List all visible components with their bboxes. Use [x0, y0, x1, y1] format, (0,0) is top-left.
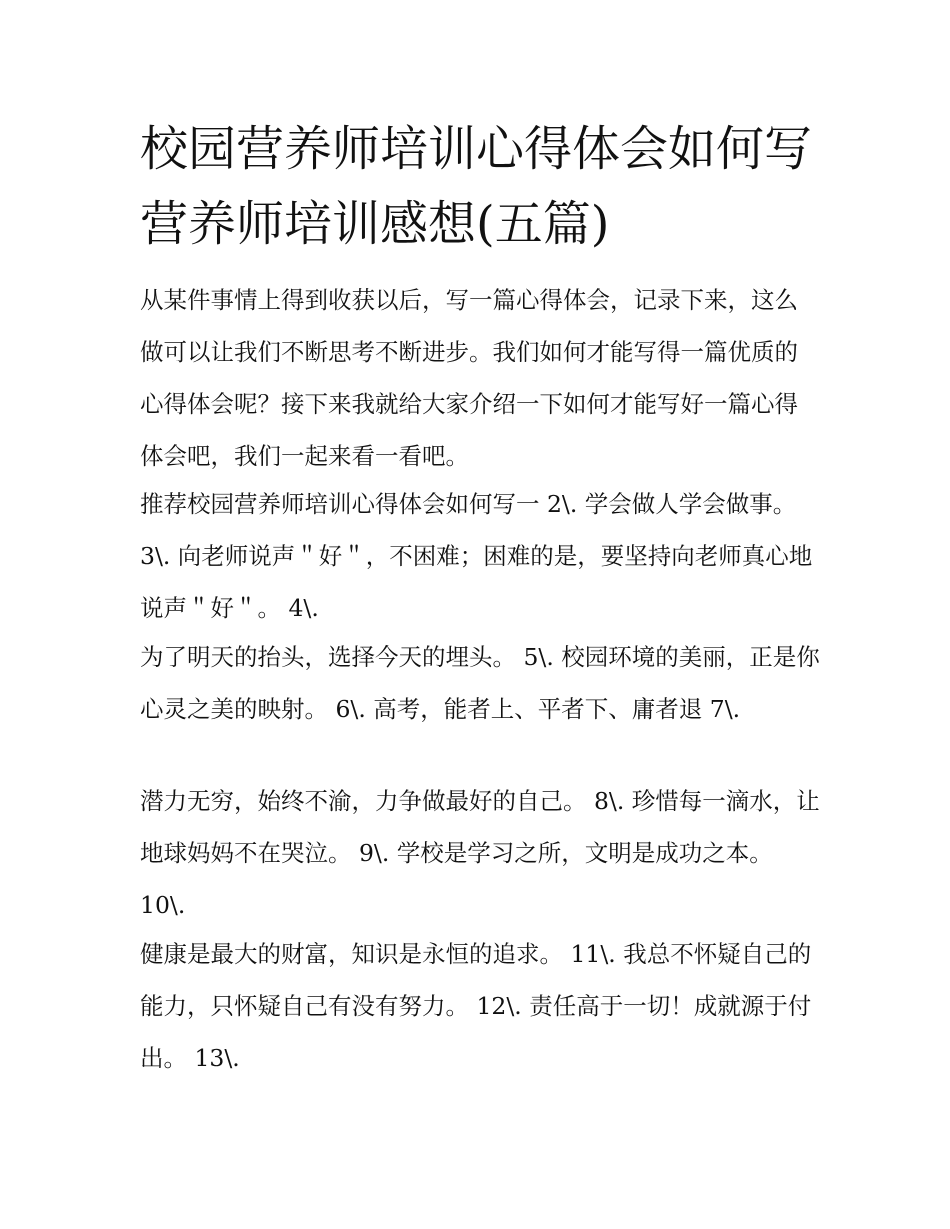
- paragraph-quotes-2: 为了明天的抬头，选择今天的埋头。 5\. 校园环境的美丽，正是你心灵之美的映射。 6\. 高考，能者上、平者下、庸者退 7\.: [140, 643, 820, 723]
- paragraph-intro: 从某件事情上得到收获以后，写一篇心得体会，记录下来，这么做可以让我们不断思考不断进步。我们如何才能写得一篇优质的心得体会呢？接下来我就给大家介绍一下如何才能写好一篇心得体会吧，我们一起来看一看吧。: [140, 286, 798, 470]
- paragraph-quotes-3: 潜力无穷，始终不渝，力争做最好的自己。 8\. 珍惜每一滴水，让地球妈妈不在哭泣。 9\. 学校是学习之所，文明是成功之本。 10\.: [140, 787, 820, 919]
- paragraph-quotes-1: 推荐校园营养师培训心得体会如何写一 2\. 学会做人学会做事。 3\. 向老师说声＂好＂，不困难；困难的是，要坚持向老师真心地说声＂好＂。 4\.: [140, 490, 813, 622]
- paragraph-quotes-4: 健康是最大的财富，知识是永恒的追求。 11\. 我总不怀疑自己的能力，只怀疑自己有没有努力。 12\. 责任高于一切！成就源于付出。 13\.: [140, 940, 812, 1072]
- document-title: 校园营养师培训心得体会如何写 营养师培训感想(五篇): [140, 121, 813, 252]
